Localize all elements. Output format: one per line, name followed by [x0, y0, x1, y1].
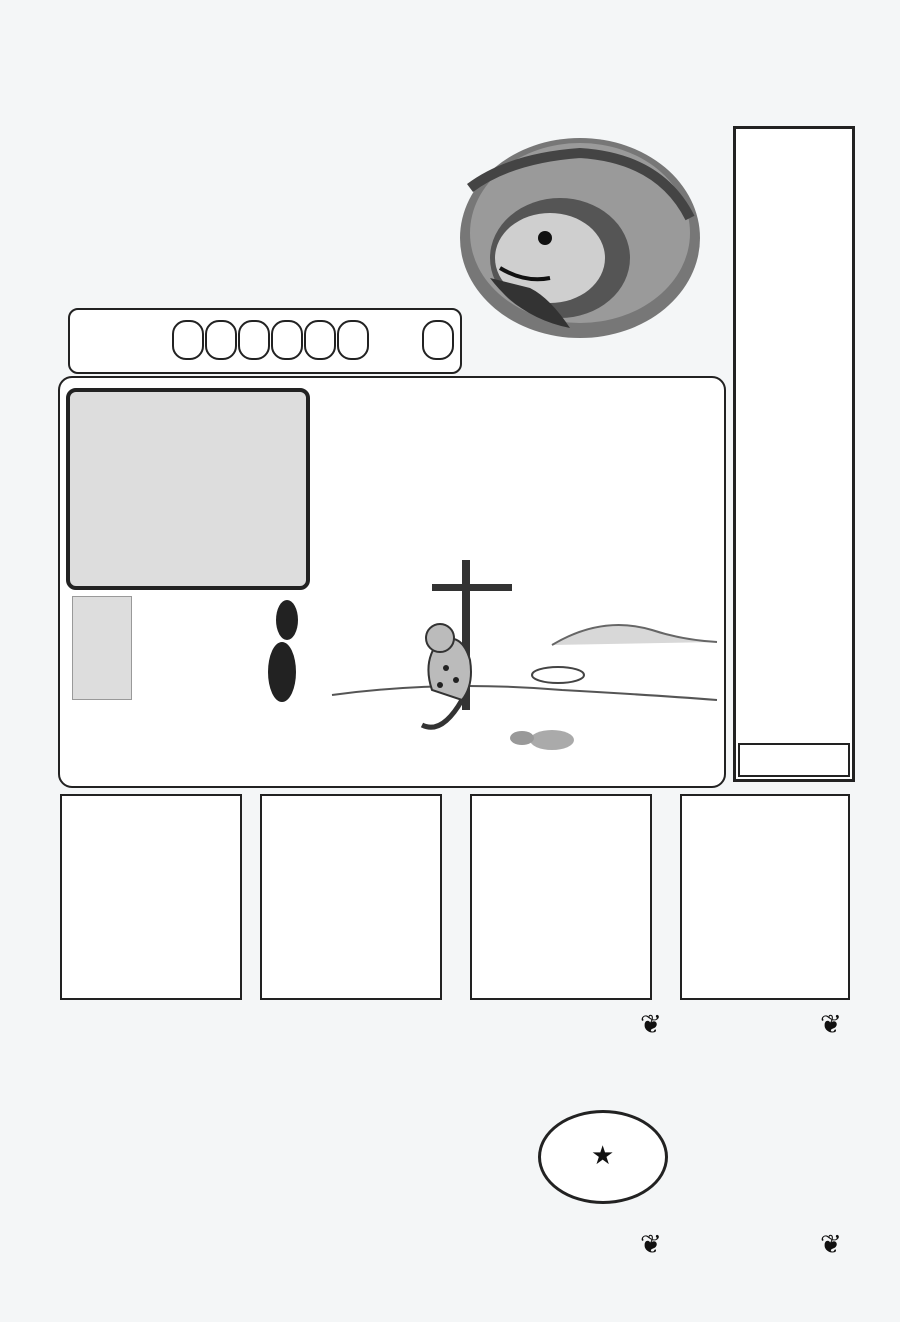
masthead-issue — [738, 743, 850, 777]
formula-display — [66, 388, 310, 590]
color-table — [318, 380, 718, 510]
result-ball — [271, 320, 303, 360]
date-box — [680, 794, 850, 1000]
stamp-seal — [538, 1110, 668, 1204]
blue-dot — [268, 642, 296, 702]
zodiac-box — [260, 794, 442, 1000]
result-ball — [238, 320, 270, 360]
lion-head-illustration — [430, 128, 710, 378]
result-ball — [337, 320, 369, 360]
cat-cross-illustration — [322, 520, 722, 760]
guess-poem-box — [60, 794, 242, 1000]
ornament-icon: ❦ — [640, 1230, 662, 1260]
lion-says-box — [470, 794, 652, 1000]
border-left — [16, 122, 32, 1272]
star-icon: ★ — [591, 1141, 615, 1171]
special-ball — [422, 320, 454, 360]
result-ball — [304, 320, 336, 360]
result-box — [68, 308, 462, 374]
result-numbers — [172, 320, 370, 364]
ornament-icon: ❦ — [640, 1010, 662, 1040]
ornament-icon: ❦ — [820, 1010, 842, 1040]
border-right — [866, 122, 882, 1272]
color-label-box — [72, 596, 132, 700]
result-ball — [172, 320, 204, 360]
masthead — [733, 126, 855, 782]
result-ball — [205, 320, 237, 360]
green-dot — [276, 600, 298, 640]
ornament-icon: ❦ — [820, 1230, 842, 1260]
